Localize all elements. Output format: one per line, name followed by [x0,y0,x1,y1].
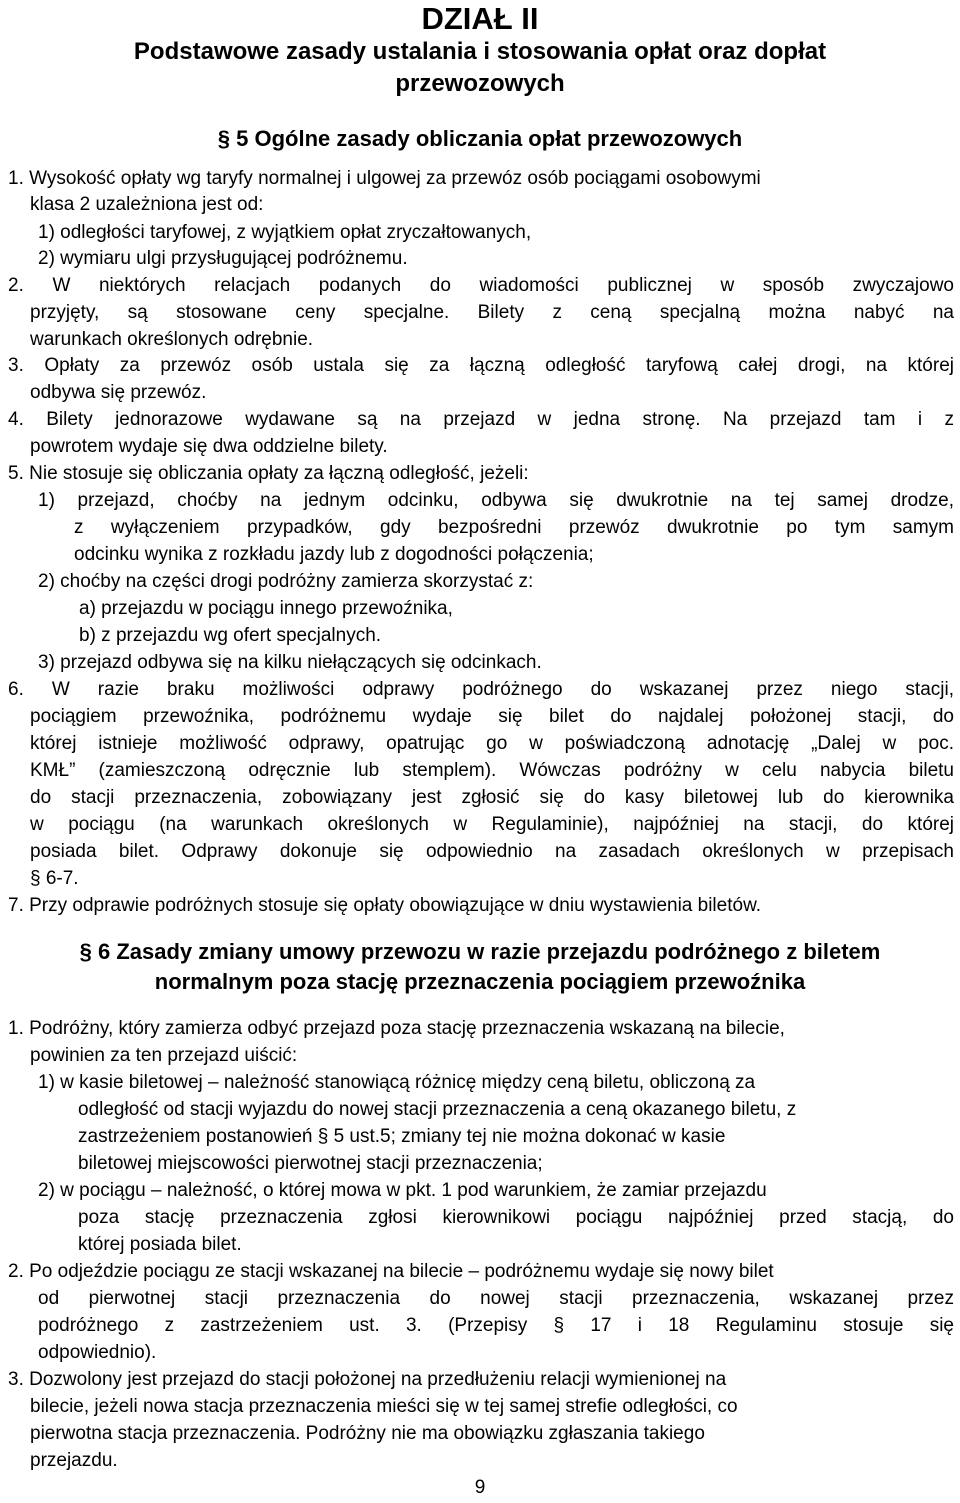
text-line: 1) przejazd, choćby na jednym odcinku, odbywa się dwukrotnie na tej samej drodze, [38,490,954,511]
text-line: 2) wymiaru ulgi przysługującej podróżnemu. [38,248,408,269]
text-line: przyjęty, są stosowane ceny specjalne. Bilety z ceną specjalną można nabyć na [30,302,954,323]
text-line: 3. Dozwolony jest przejazd do stacji położonej na przedłużeniu relacji wymienionej na [8,1369,727,1390]
text-line: bilecie, jeżeli nowa stacja przeznaczenia mieści się w tej samej strefie odległości, co [30,1396,738,1417]
text-line: 4. Bilety jednorazowe wydawane są na przejazd w jedna stronę. Na przejazd tam i z [8,409,954,430]
paragraph-6-heading: § 6 Zasady zmiany umowy przewozu w razie przejazdu podróżnego z biletem [79,939,881,964]
text-line: 1. Podróżny, który zamierza odbyć przejazd poza stację przeznaczenia wskazaną na bilecie, [8,1018,785,1039]
text-line: § 6-7. [30,868,79,889]
text-line: 1) odległości taryfowej, z wyjątkiem opłat zryczałtowanych, [38,222,532,243]
text-line: a) przejazdu w pociągu innego przewoźnika, [79,598,453,619]
text-line: 1. Wysokość opłaty wg taryfy normalnej i ulgowej za przewóz osób pociągami osobowymi [8,168,761,189]
text-line: powrotem wydaje się dwa oddzielne bilety. [30,436,388,457]
text-line: 5. Nie stosuje się obliczania opłaty za łączną odległość, jeżeli: [8,463,529,484]
text-line: odbywa się przewóz. [30,382,207,403]
text-line: zastrzeżeniem postanowień § 5 ust.5; zmiany tej nie można dokonać w kasie [78,1126,726,1147]
text-line: której istnieje możliwość odprawy, opatrując go w poświadczoną adnotację „Dalej w poc. [30,733,954,754]
section-title: DZIAŁ II [421,1,539,36]
text-line: 3) przejazd odbywa się na kilku niełączących się odcinkach. [38,652,542,673]
text-line: posiada bilet. Odprawy dokonuje się odpowiednio na zasadach określonych w przepisach [30,841,954,862]
text-line: warunkach określonych odrębnie. [30,329,314,350]
text-line: pierwotna stacja przeznaczenia. Podróżny nie ma obowiązku zgłaszania takiego [30,1423,705,1444]
text-line: w pociągu (na warunkach określonych w Regulaminie), najpóźniej na stacji, do której [30,814,954,835]
text-line: której posiada bilet. [78,1234,242,1255]
text-line: b) z przejazdu wg ofert specjalnych. [79,625,382,646]
text-line: do stacji przeznaczenia, zobowiązany jest zgłosić się do kasy biletowej lub do kierownika [30,787,954,808]
text-line: odległość od stacji wyjazdu do nowej stacji przeznaczenia a ceną okazanego biletu, z [78,1099,797,1120]
text-line: 6. W razie braku możliwości odprawy podróżnego do wskazanej przez niego stacji, [8,679,954,700]
paragraph-6-heading-continued: normalnym poza stację przeznaczenia pociągiem przewoźnika [154,969,806,994]
text-line: pociągiem przewoźnika, podróżnemu wydaje się bilet do najdalej położonej stacji, do [30,706,954,727]
text-line: odpowiednio). [38,1342,157,1363]
text-line: odcinku wynika z rozkładu jazdy lub z dogodności połączenia; [74,544,594,565]
text-line: 7. Przy odprawie podróżnych stosuje się opłaty obowiązujące w dniu wystawienia biletów. [8,895,762,916]
page-number: 9 [474,1477,486,1498]
text-line: od pierwotnej stacji przeznaczenia do nowej stacji przeznaczenia, wskazanej przez [38,1288,954,1309]
text-line: 3. Opłaty za przewóz osób ustala się za łączną odległość taryfową całej drogi, na której [8,355,954,376]
text-line: z wyłączeniem przypadków, gdy bezpośredni przewóz dwukrotnie po tym samym [74,517,954,538]
text-line: powinien za ten przejazd uiścić: [30,1045,298,1066]
text-line: przejazdu. [30,1450,118,1471]
text-line: 2. Po odjeździe pociągu ze stacji wskazanej na bilecie – podróżnemu wydaje się nowy bilet [8,1261,774,1282]
text-line: 2) choćby na części drogi podróżny zamierza skorzystać z: [38,571,534,592]
text-line: KMŁ” (zamieszczoną odręcznie lub stemplem). Wówczas podróżny w celu nabycia biletu [30,760,954,781]
text-line: klasa 2 uzależniona jest od: [30,194,264,215]
text-line: 2) w pociągu – należność, o której mowa w pkt. 1 pod warunkiem, że zamiar przejazdu [38,1180,767,1201]
text-line: poza stację przeznaczenia zgłosi kierownikowi pociągu najpóźniej przed stacją, do [78,1207,954,1228]
section-subtitle: Podstawowe zasady ustalania i stosowania opłat oraz dopłat [133,38,827,65]
section-subtitle-continued: przewozowych [395,70,565,97]
text-line: biletowej miejscowości pierwotnej stacji przeznaczenia; [78,1153,543,1174]
text-line: podróżnego z zastrzeżeniem ust. 3. (Przepisy § 17 i 18 Regulaminu stosuje się [38,1315,954,1336]
text-line: 1) w kasie biletowej – należność stanowiącą różnicę między ceną biletu, obliczoną za [38,1072,756,1093]
text-line: 2. W niektórych relacjach podanych do wiadomości publicznej w sposób zwyczajowo [8,275,954,296]
paragraph-5-heading: § 5 Ogólne zasady obliczania opłat przewozowych [217,126,743,151]
